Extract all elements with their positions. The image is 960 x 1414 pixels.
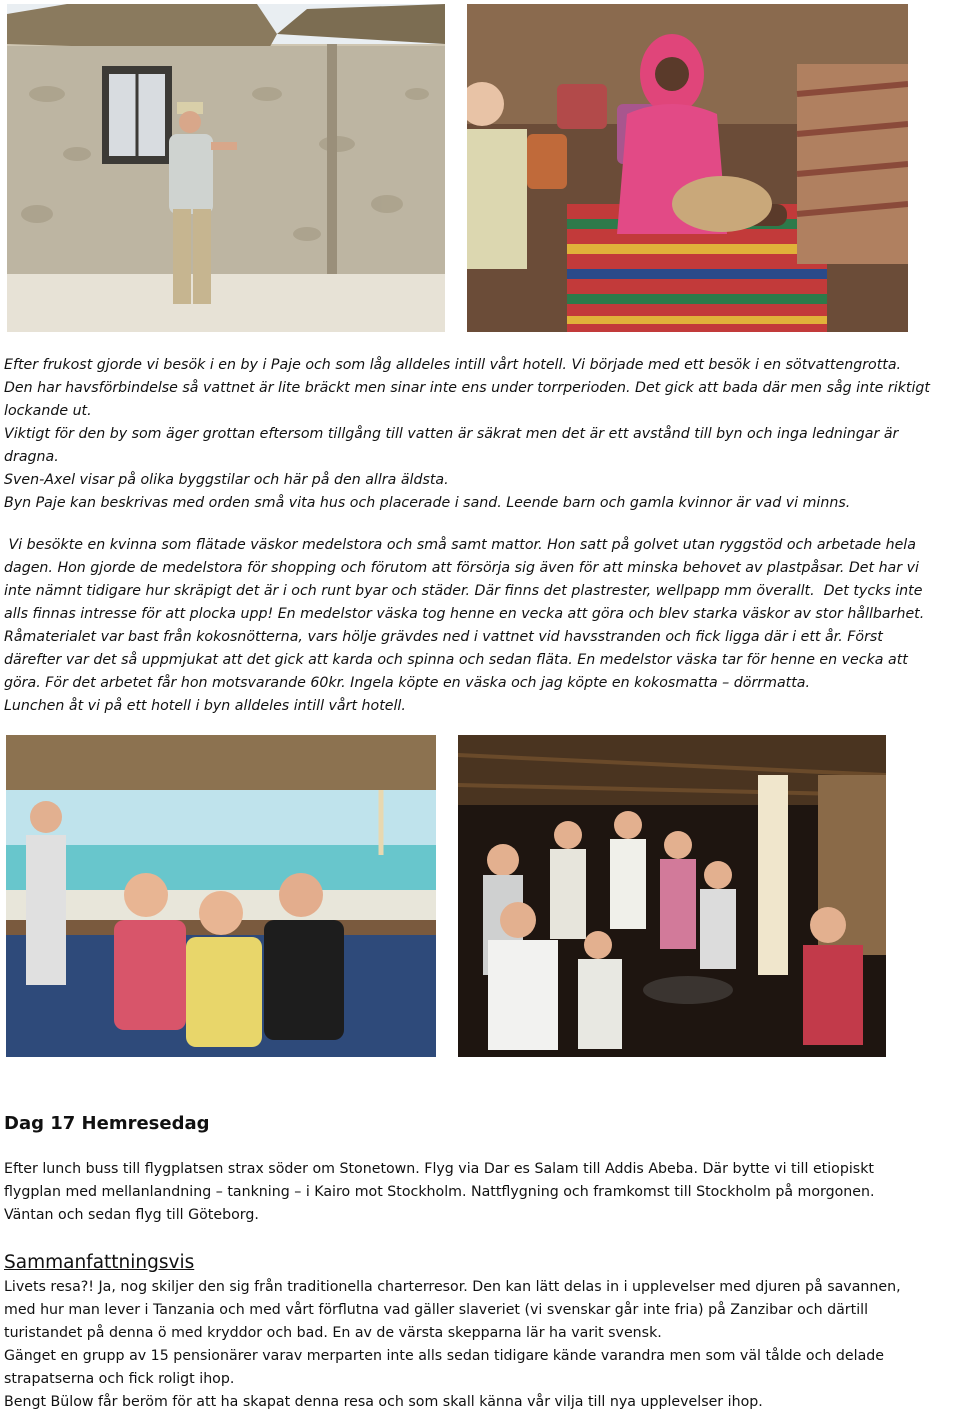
paragraph-summary [4, 1276, 956, 1414]
text-line: inte nämnt tidigare hur skräpigt det är i och runt byar och städer. Där finns det plastrester, wellpapp mm överallt. Det tycks inte [4, 583, 923, 599]
paragraph-day-17 [4, 1158, 956, 1227]
text-line: Livets resa?! Ja, nog skiljer den sig från traditionella charterresor. Den kan lätt delas in i upplevelser med djuren på savannen, [4, 1279, 901, 1295]
text-line: alls finnas intresse för att plocka upp! En medelstor väska tog henne en vecka att göra och blev starka väskor av stor hållbarhet. [4, 606, 925, 622]
paragraph-paje-visit [4, 354, 956, 515]
text-line: Sven-Axel visar på olika byggstilar och här på den allra äldsta. [4, 472, 449, 488]
text-line: lockande ut. [4, 403, 92, 419]
text-line: därefter var det så uppmjukat att det gick att karda och spinna och sedan fläta. En medelstor väska tar för henne en vecka att [4, 652, 908, 668]
text-line: Vi besökte en kvinna som flätade väskor medelstora och små samt mattor. Hon satt på golvet utan ryggstöd och arbetade hela [4, 537, 916, 553]
text-line: göra. För det arbetet får hon motsvarande 60kr. Ingela köpte en väska och jag köpte en kokosmatta – dörrmatta. [4, 675, 810, 691]
heading-day-17: Dag 17 Hemresedag [4, 1113, 210, 1134]
text-line: Råmaterialet var bast från kokosnötterna, vars hölje grävdes ned i vattnet vid havsstranden och fick ligga där i ett år. Först [4, 629, 883, 645]
text-line: Väntan och sedan flyg till Göteborg. [4, 1207, 259, 1223]
text-line: Bengt Bülow får beröm för att ha skapat denna resa och som skall känna vår vilja till nya upplevelser ihop. [4, 1394, 763, 1410]
text-line: Efter lunch buss till flygplatsen strax söder om Stonetown. Flyg via Dar es Salam till Addis Abeba. Där bytte vi till etiopiskt [4, 1161, 874, 1177]
text-line: Den har havsförbindelse så vattnet är lite bräckt men sinar inte ens under torrperioden. Det gick att bada där men såg inte riktigt [4, 380, 930, 396]
text-line: dragna. [4, 449, 59, 465]
text-line: Byn Paje kan beskrivas med orden små vita hus och placerade i sand. Leende barn och gamla kvinnor är vad vi minns. [4, 495, 851, 511]
heading-summary: Sammanfattningsvis [4, 1252, 195, 1273]
text-line: strapatserna och fick roligt ihop. [4, 1371, 235, 1387]
photo-village-house [7, 4, 445, 332]
text-line: Efter frukost gjorde vi besök i en by i Paje och som låg alldeles intill vårt hotell. Vi började med ett besök i en sötvattengrotta. [4, 357, 902, 373]
text-line: turistandet på denna ö med kryddor och bad. En av de värsta skepparna lär ha varit svensk. [4, 1325, 662, 1341]
text-line: med hur man lever i Tanzania och med vårt förflutna vad gäller slaveriet (vi svenskar går inte fria) på Zanzibar och därtill [4, 1302, 869, 1318]
photo-weaving-woman [467, 4, 908, 332]
text-line: flygplan med mellanlandning – tankning – i Kairo mot Stockholm. Nattflygning och framkomst till Stockholm på morgonen. [4, 1184, 875, 1200]
text-line: Lunchen åt vi på ett hotell i byn alldeles intill vårt hotell. [4, 698, 406, 714]
paragraph-weaver [4, 534, 956, 718]
text-line: dagen. Hon gjorde de medelstora för shopping och förutom att försörja sig även för att minska behovet av plastpåsar. Det har vi [4, 560, 919, 576]
text-line: Viktigt för den by som äger grottan eftersom tillgång till vatten är säkrat men det är ett avstånd till byn och inga ledningar är [4, 426, 899, 442]
photo-evening-group [458, 735, 886, 1057]
text-line: Gänget en grupp av 15 pensionärer varav merparten inte alls sedan tidigare kände varandra men som väl tålde och delade [4, 1348, 884, 1364]
photo-beach-group [6, 735, 436, 1057]
